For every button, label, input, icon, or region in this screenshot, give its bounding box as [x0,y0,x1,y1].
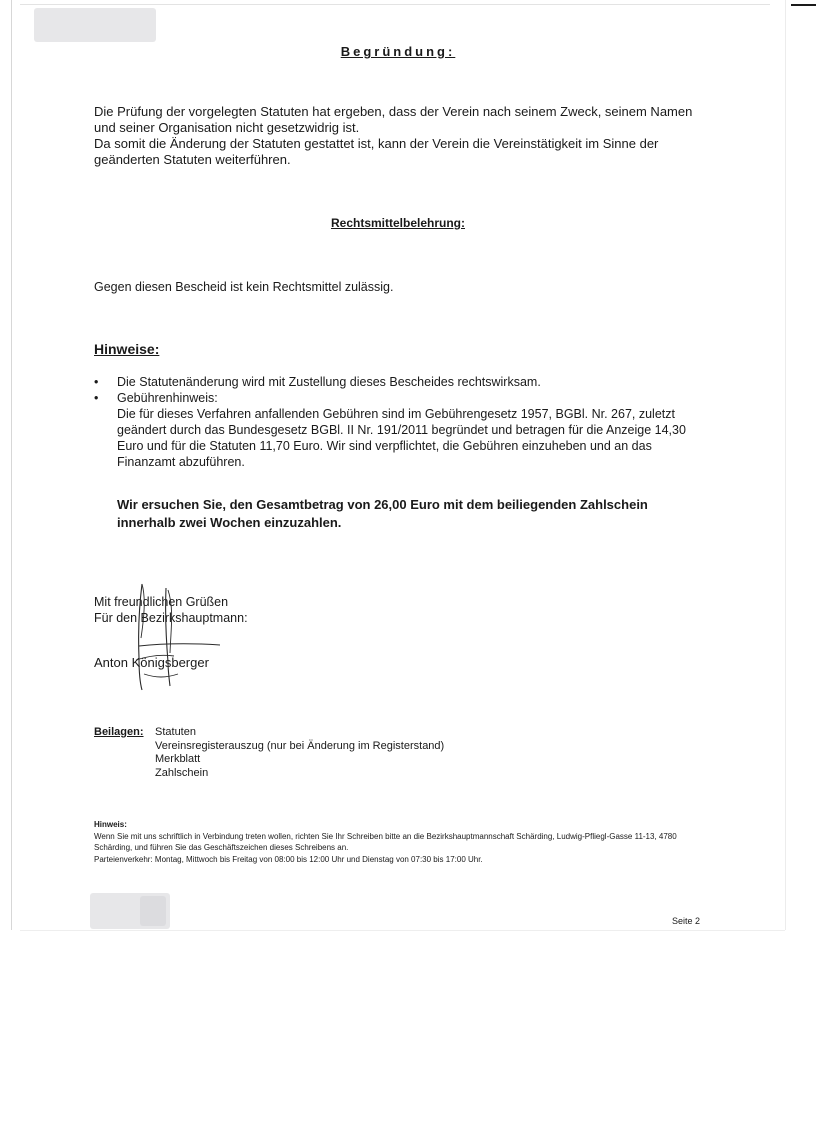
beilagen-list [155,726,444,780]
list-item-text: Die Statutenänderung wird mit Zustellung dieses Bescheides rechtswirksam. [117,375,541,389]
list-item: Merkblatt [155,753,201,765]
signature-greeting: Mit freundlichen Grüßen [94,595,229,609]
begruendung-paragraph-2: Da somit die Änderung der Statuten gestattet ist, kann der Verein die Vereinstätigkeit im Sinne der geänderten Statuten weiterführen. [94,136,659,167]
list-item: Zahlschein [155,766,209,779]
scan-smudge-bottom-right [140,896,166,926]
begruendung-paragraph-1: Die Prüfung der vorgelegten Statuten hat ergeben, dass der Verein nach seinem Zweck, seinem Namen und seiner Organisation nicht gesetzwidrig ist. [94,104,693,135]
list-item [94,390,704,470]
list-item: Vereinsregisterauszug (nur bei Änderung im Registerstand) [155,739,445,752]
handwritten-signature-icon [108,578,228,698]
scan-edge-bottom [20,930,785,931]
rechtsmittel-text: Gegen diesen Bescheid ist kein Rechtsmittel zulässig. [94,280,394,294]
payment-request: Wir ersuchen Sie, den Gesamtbetrag von 26,00 Euro mit dem beiliegenden Zahlschein innerhalb zwei Wochen einzuzahlen. [117,497,648,530]
rechtsmittel-heading: Rechtsmittelbelehrung: [330,216,465,230]
list-item-text: Gebührenhinweis: [117,391,218,405]
beilagen-label: Beilagen: [94,726,144,738]
bullet-icon: • [94,391,99,405]
scan-edge-left [11,0,12,930]
footer-heading: Hinweis: [94,820,127,829]
scan-smudge-top-left [34,8,156,42]
footer-contact: Wenn Sie mit uns schriftlich in Verbindung treten wollen, richten Sie Ihr Schreiben bitte an die Bezirkshauptmannschaft Schärding, Ludwig-Pfliegl-Gasse 11-13, 4780 Schärding, und führen Sie das Geschäftszeichen dieses Schreibens an. [94,832,677,852]
scan-corner-mark [791,4,816,6]
signature-for: Für den Bezirkshauptmann: [94,611,248,625]
fee-text: Die für dieses Verfahren anfallenden Gebühren sind im Gebührengesetz 1957, BGBl. Nr. 267, zuletzt geändert durch das Bundesgesetz BGBl. II Nr. 191/2011 begründet und betragen für die Anzeige 14,30 Euro und für die Statuten 11,70 Euro. Wir sind verpflichtet, die Gebühren einzuheben und an das Finanzamt abzuführen. [117,407,686,469]
page-title: Begründung: [340,44,456,59]
scan-edge-right [785,0,786,930]
bullet-icon: • [94,375,99,389]
signature-name: Anton Königsberger [94,655,209,670]
hinweise-list [94,374,704,470]
hinweise-heading: Hinweise: [94,341,160,357]
footer-office-hours: Parteienverkehr: Montag, Mittwoch bis Freitag von 08:00 bis 12:00 Uhr und Dienstag von 07:30 bis 17:00 Uhr. [94,855,483,864]
page-number: Seite 2 [672,916,701,926]
scan-edge-top [20,4,770,5]
list-item [94,374,704,390]
list-item: Statuten [155,726,196,738]
